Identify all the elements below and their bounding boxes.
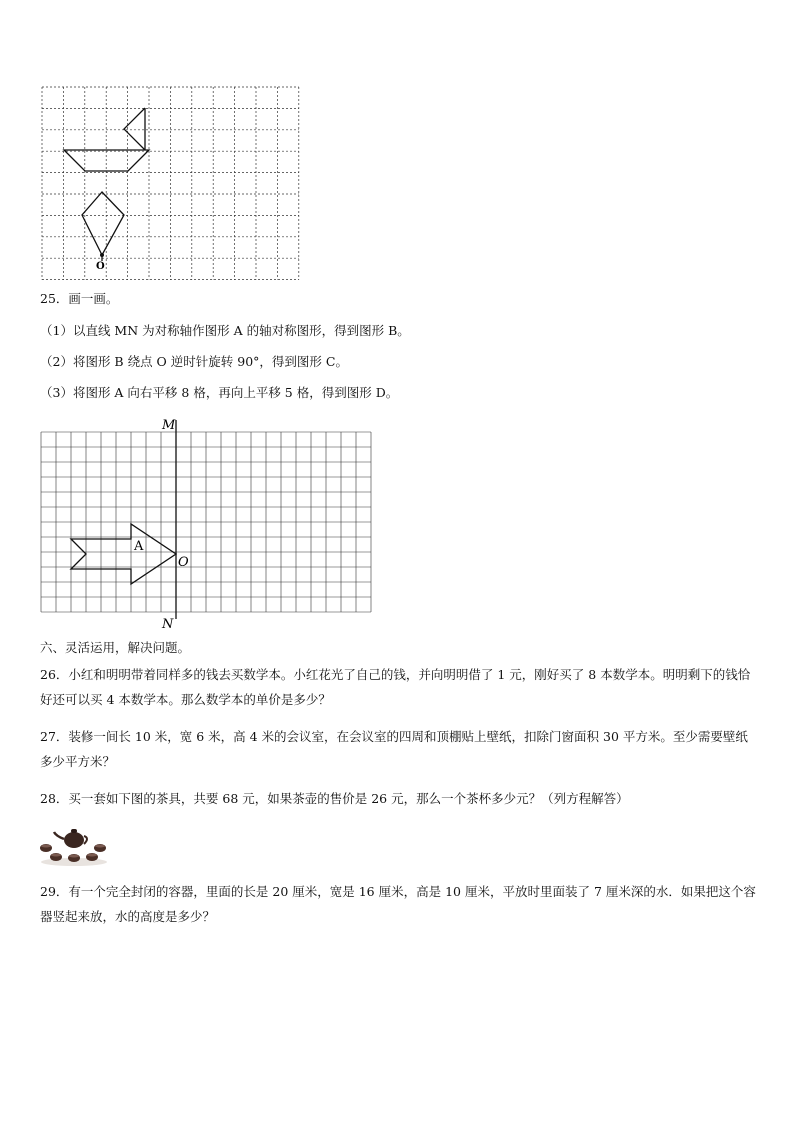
- q27-text: 27．装修一间长 10 米，宽 6 米，高 4 米的会议室，在会议室的四周和顶棚贴上壁纸，扣除门窗面积 30 平方米。至少需要壁纸多少平方米？: [40, 729, 748, 769]
- grid-2-lines: [41, 432, 371, 612]
- figure-grid-2: [36, 412, 382, 634]
- q25-step-1: （1）以直线 MN 为对称轴作图形 A 的轴对称图形，得到图形 B。: [40, 323, 410, 338]
- q25-title: 25．画一画。: [40, 291, 119, 306]
- q29-text: 29．有一个完全封闭的容器，里面的长是 20 厘米，宽是 16 厘米，高是 10 厘米，平放时里面装了 7 厘米深的水．如果把这个容器竖起来放，水的高度是多少？: [40, 884, 756, 924]
- figure-grid-1: [38, 82, 308, 282]
- tea-set-image: [38, 824, 110, 866]
- figure-a-arrow: [71, 524, 176, 584]
- q28-text: 28．买一套如下图的茶具，共要 68 元，如果茶壶的售价是 26 元，那么一个茶杯多少元？（列方程解答）: [40, 791, 629, 806]
- kite-shape: [82, 192, 124, 255]
- section-6-title: 六、灵活运用，解决问题。: [40, 640, 191, 655]
- boat-sail-shape: [124, 108, 145, 150]
- label-o: O: [178, 555, 189, 570]
- label-m: M: [162, 418, 176, 433]
- point-o-label: O: [96, 261, 105, 272]
- point-o-dot: [100, 253, 104, 257]
- q25-step-2: （2）将图形 B 绕点 O 逆时针旋转 90°，得到图形 C。: [40, 354, 348, 369]
- label-n: N: [162, 617, 174, 632]
- q26-text: 26．小红和明明带着同样多的钱去买数学本。小红花光了自己的钱，并向明明借了 1 元，刚好买了 8 本数学本。明明剩下的钱恰好还可以买 4 本数学本。那么数学本的单价是多少？: [40, 667, 751, 707]
- label-a: A: [134, 539, 144, 554]
- grid-1-dashed-lines: [42, 87, 299, 280]
- q25-step-3: （3）将图形 A 向右平移 8 格，再向上平移 5 格，得到图形 D。: [40, 385, 399, 400]
